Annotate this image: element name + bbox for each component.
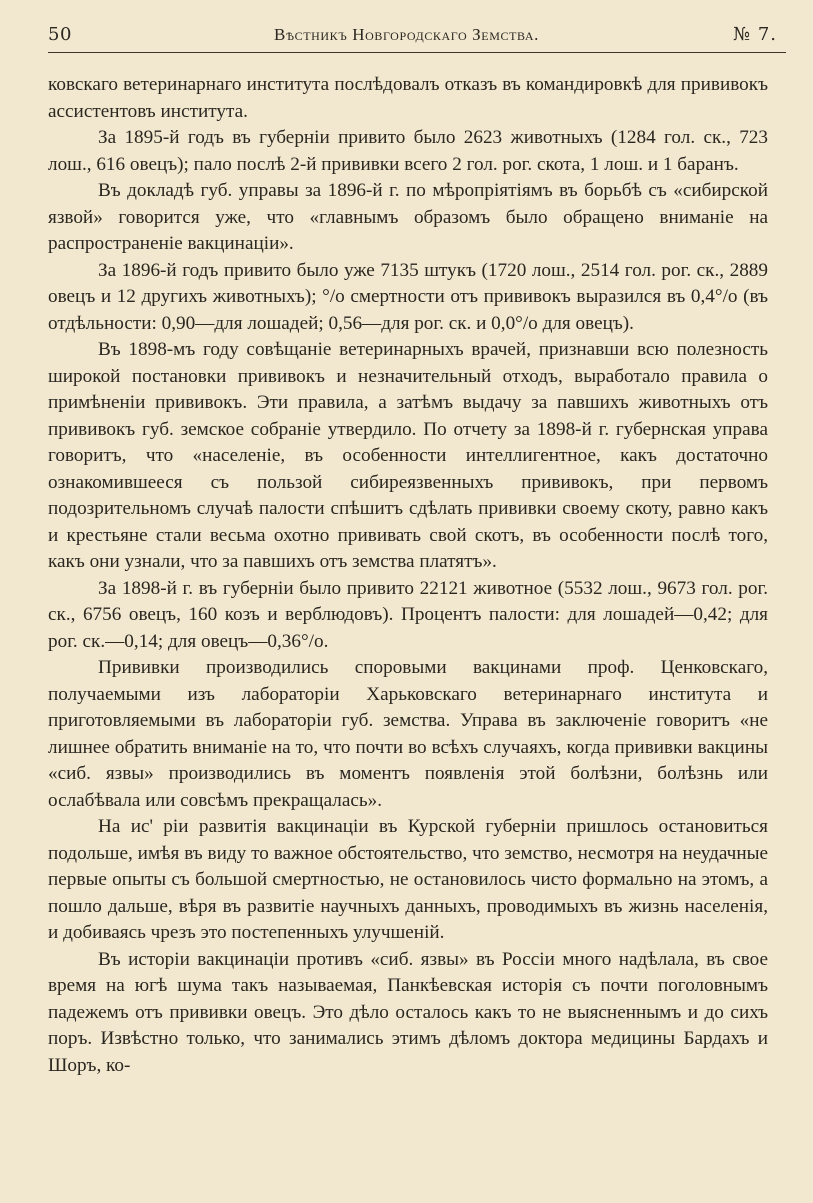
issue-number: № 7. (733, 24, 777, 45)
paragraph: Въ докладѣ губ. управы за 1896-й г. по мѣропріятіямъ въ борьбѣ съ «сибирской язвой» говорится уже, что «главнымъ образомъ было обращено вниманіе на распространеніе вакцинаціи». (48, 180, 768, 254)
running-title: Вѣстникъ Новгородскаго Земства. (274, 25, 539, 44)
paragraph: За 1898-й г. въ губерніи было привито 22121 животное (5532 лош., 9673 гол. рог. ск., 6756 овецъ, 160 козъ и верблюдовъ). Процентъ палости: для лошадей—0,42; для рог. ск.—0,14; для овецъ—0,36°/о. (48, 577, 768, 652)
paragraph: За 1896-й годъ привито было уже 7135 штукъ (1720 лош., 2514 гол. рог. ск., 2889 овецъ и 12 другихъ животныхъ); °/о смертности отъ прививокъ выразился въ 0,4°/о (въ отдѣльности: 0,90—для лошадей; 0,56—для рог. ск. и 0,0°/о для овецъ). (48, 259, 768, 334)
paragraph: Въ 1898-мъ году совѣщаніе ветеринарныхъ врачей, признавши всю полезность широкой постановки прививокъ и незначительный отходъ, выработало правила о примѣненіи прививокъ. Эти правила, а затѣмъ выдачу за павшихъ животныхъ отъ прививокъ губ. земское собраніе утвердило. По отчету за 1898-й г. губернская управа говоритъ, что «населеніе, въ особенности интеллигентное, какъ достаточно ознакомившееся съ пользой сибиреязвенныхъ прививокъ, при первомъ подозрительномъ случаѣ палости спѣшитъ сдѣлать прививки своему скоту, равно какъ и крестьяне стали весьма охотно прививать свой скотъ, въ особенности послѣ того, какъ они узнали, что за павшихъ отъ земства платятъ». (48, 339, 768, 572)
paragraph: Прививки производились споровыми вакцинами проф. Ценковскаго, получаемыми изъ лабораторіи Харьковскаго ветеринарнаго института и приготовляемыми въ лабораторіи губ. земства. Управа въ заключеніе говоритъ «не лишнее обратить вниманіе на то, что почти во всѣхъ случаяхъ, когда прививки вакцины «сиб. язвы» производились въ моментъ появленія этой болѣзни, болѣзнь или ослабѣвала или совсѣмъ прекращалась». (48, 657, 768, 811)
paragraph: На ис' ріи развитія вакцинаціи въ Курской губерніи пришлось остановиться подольше, имѣя въ виду то важное обстоятельство, что земство, несмотря на неудачные первые опыты съ большой смертностью, не остановилось чисто формально на этомъ, а пошло дальше, вѣря въ развитіе научныхъ данныхъ, проводимыхъ въ жизнь населенія, и добиваясь чрезъ это постепенныхъ улучшеній. (48, 816, 768, 943)
article-body (48, 72, 768, 1079)
page-header (0, 24, 813, 52)
paragraph: ковскаго ветеринарнаго института послѣдовалъ отказъ въ командировкѣ для прививокъ ассистентовъ института. (48, 74, 768, 122)
header-divider (48, 52, 786, 53)
page-number: 50 (48, 24, 72, 45)
paragraph: За 1895-й годъ въ губерніи привито было 2623 животныхъ (1284 гол. ск., 723 лош., 616 овецъ); пало послѣ 2-й прививки всего 2 гол. рог. скота, 1 лош. и 1 баранъ. (48, 127, 768, 175)
paragraph: Въ исторіи вакцинаціи противъ «сиб. язвы» въ Россіи много надѣлала, въ свое время на югѣ шума такъ называемая, Панкѣевская исторія съ почти поголовнымъ падежемъ отъ прививки овецъ. Это дѣло осталось какъ то не выясненнымъ и до сихъ поръ. Извѣстно только, что занимались этимъ дѣломъ доктора медицины Бардахъ и Шоръ, ко- (48, 948, 768, 1076)
